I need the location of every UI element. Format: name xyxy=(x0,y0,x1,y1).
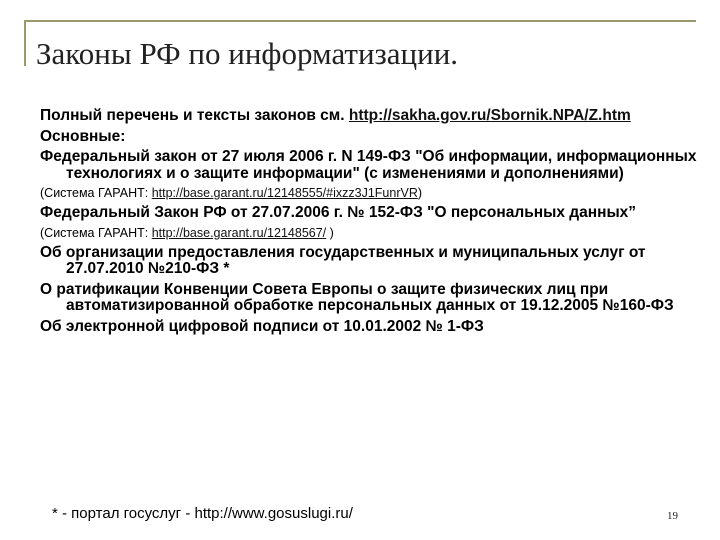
main-label: Основные: xyxy=(40,127,126,145)
law-1-fz: Об электронной цифровой подписи от 10.01.2002 № 1-ФЗ xyxy=(40,317,484,335)
garant-1-prefix: (Система ГАРАНТ: xyxy=(40,186,152,200)
garant-2-link[interactable]: http://base.garant.ru/12148567/ xyxy=(151,225,327,240)
garant-1-link[interactable]: http://base.garant.ru/12148555/#ixzz3J1FunrVR xyxy=(151,186,418,200)
frame-left-line xyxy=(24,20,26,66)
law-160-fz: О ратификации Конвенции Совета Европы о защите физических лиц при автоматизированной обработке персональных данных от 19.12.2005 №160-ФЗ xyxy=(40,280,674,314)
garant-2-suffix: ) xyxy=(326,225,334,240)
law-152-fz: Федеральный Закон РФ от 27.07.2006 г. № 152-ФЗ "О персональных данных” xyxy=(40,204,637,221)
footnote: * - портал госуслуг - http://www.gosuslugi.ru/ xyxy=(52,505,353,522)
intro-paragraph xyxy=(40,108,700,125)
intro-text: Полный перечень и тексты законов см. xyxy=(40,107,345,124)
law-210-fz: Об организации предоставления государственных и муниципальных услуг от 27.07.2010 №210-ФЗ * xyxy=(40,243,646,277)
garant-reference-2 xyxy=(40,226,700,241)
page-number: 19 xyxy=(667,510,678,522)
frame-top-line xyxy=(24,20,696,22)
garant-reference-1 xyxy=(40,186,700,201)
garant-2-prefix: (Система ГАРАНТ: xyxy=(40,225,152,240)
law-149-fz: Федеральный закон от 27 июля 2006 г. N 149-ФЗ "Об информации, информационных технологиях и о защите информации" (с изменениями и дополнениями) xyxy=(40,148,697,182)
garant-1-suffix: ) xyxy=(417,186,423,200)
slide-content xyxy=(40,108,700,339)
slide-title: Законы РФ по информатизации. xyxy=(36,36,459,71)
sbornik-npa-link[interactable]: http://sakha.gov.ru/Sbornik.NPA/Z.htm xyxy=(348,107,631,124)
